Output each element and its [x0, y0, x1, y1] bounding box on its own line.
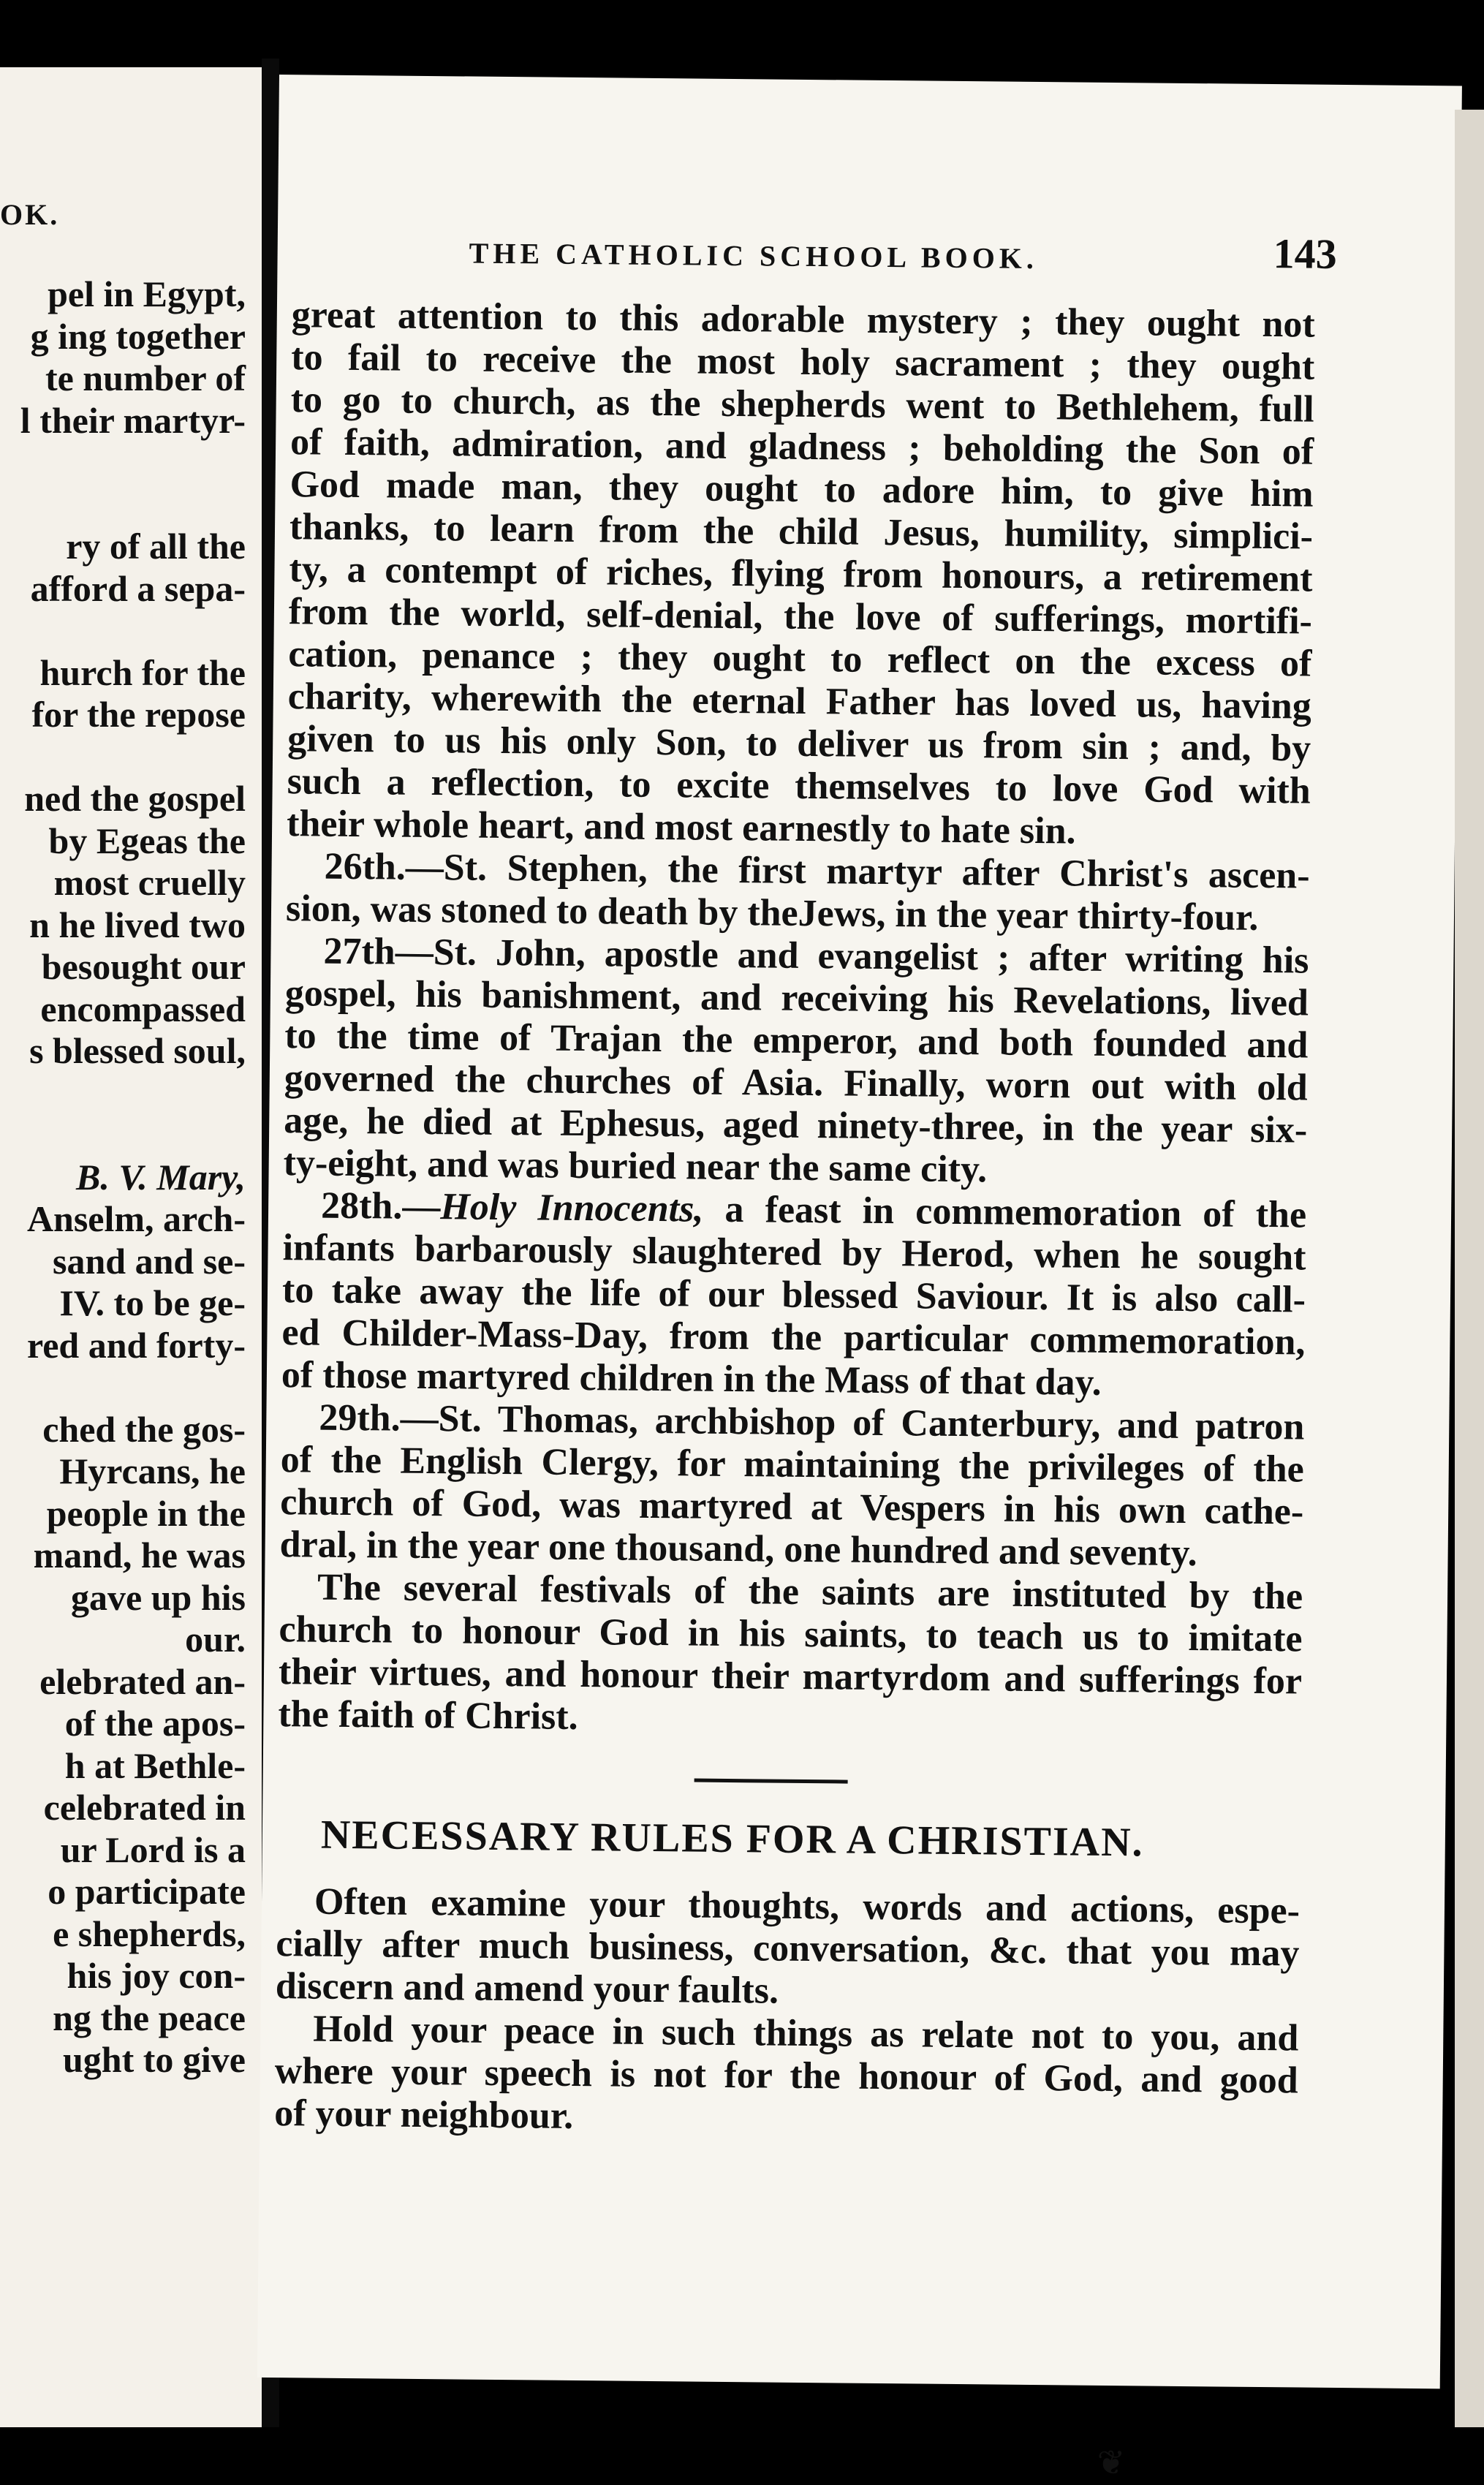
text-line: age, he died at Ephesus, aged ninety-three, in the year six- [283, 1100, 1308, 1151]
text-line: great attention to this adorable mystery ; they ought not [291, 294, 1316, 346]
text-line: The several festivals of the saints are instituted by the [317, 1566, 1303, 1618]
previous-page-line: B. V. Mary, [75, 1156, 246, 1198]
running-head [278, 219, 1389, 278]
previous-page-line [20, 736, 246, 779]
previous-page-line: hurch for the [39, 651, 246, 693]
previous-page-line: ng the peace [53, 1997, 246, 2038]
text-line: infants barbarously slaughtered by Herod, when he sought [282, 1227, 1306, 1279]
text-line: ty-eight, and was buried near the same city. [283, 1142, 988, 1191]
text-line: ed Childer-Mass-Day, from the particular commemoration, [281, 1312, 1306, 1363]
previous-page-line: IV. to be ge- [59, 1282, 246, 1323]
previous-page-line: te number of [45, 358, 246, 398]
text-line: to the time of Trajan the emperor, and both founded and [284, 1015, 1309, 1067]
text-line: Often examine your thoughts, words and actions, espe- [314, 1880, 1301, 1932]
previous-page-line: Anselm, arch- [26, 1198, 246, 1239]
text-line: sion, was stoned to death by theJews, in the year thirty-four. [285, 888, 1259, 939]
running-title: THE CATHOLIC SCHOOL BOOK. [469, 236, 1039, 275]
previous-page-line: ught to give [63, 2039, 246, 2080]
text-line: the faith of Christ. [278, 1693, 578, 1739]
text-line: to fail to receive the most holy sacrament ; they ought [291, 336, 1315, 388]
previous-page-fragment [0, 67, 262, 2427]
text-line: of faith, admiration, and gladness ; beholding the Son of [289, 421, 1314, 473]
previous-page-line [20, 1073, 246, 1115]
section-heading: NECESSARY RULES FOR A CHRISTIAN. [320, 1812, 1144, 1866]
previous-page-line: most cruelly [53, 862, 246, 903]
previous-page-line: elebrated an- [39, 1660, 246, 1702]
previous-page-line [20, 484, 246, 526]
previous-page-line: by Egeas the [48, 820, 246, 861]
text-line: to take away the life of our blessed Saviour. It is also call- [281, 1269, 1306, 1321]
text-line-rest: a feast in commemoration of the [703, 1188, 1307, 1236]
previous-page-line: of the apos- [64, 1703, 246, 1744]
text-line: ty, a contempt of riches, flying from honours, a retirement [289, 548, 1313, 600]
text-line: charity, wherewith the eternal Father has loved us, having [287, 676, 1312, 727]
text-line: governed the churches of Asia. Finally, worn out with old [284, 1057, 1309, 1109]
previous-page-line: ur Lord is a [60, 1828, 246, 1870]
text-line: their virtues, and honour their martyrdom and sufferings for [278, 1651, 1303, 1703]
previous-page-line: s blessed soul, [29, 1030, 246, 1071]
text-line: of those martyred children in the Mass of that day. [281, 1354, 1102, 1404]
rules-text [274, 1880, 1300, 2144]
text-line: cation, penance ; they ought to reflect on the excess of [288, 633, 1312, 685]
previous-page-line: red and forty- [26, 1324, 246, 1366]
previous-page-line: ned the gospel [24, 778, 246, 819]
previous-page-line: pel in Egypt, [48, 273, 246, 314]
previous-page-line: for the repose [31, 694, 246, 735]
printer-signature-mark: ❦ [1097, 2442, 1126, 2483]
text-line: Hold your peace in such things as relate not to you, and [313, 2008, 1299, 2060]
previous-page-line: besought our [41, 946, 246, 987]
text-line: gospel, his banishment, and receiving his Revelations, lived [284, 972, 1309, 1024]
body-text [278, 294, 1315, 1745]
previous-page-line [20, 1366, 246, 1409]
previous-page-running-head: OK. [0, 198, 60, 231]
previous-page-line: ched the gos- [42, 1408, 246, 1450]
previous-page-line: ry of all the [66, 526, 246, 567]
text-line: church to honour God in his saints, to teach us to imitate [279, 1608, 1303, 1660]
section-divider-rule [694, 1779, 848, 1784]
previous-page-line [20, 610, 246, 652]
previous-page-text [20, 273, 246, 2081]
text-line: of your neighbour. [273, 2092, 574, 2137]
previous-page-line: encompassed [40, 988, 246, 1029]
previous-page-line: e shepherds, [53, 1913, 246, 1954]
previous-page-line: Hyrcans, he [59, 1450, 246, 1491]
page-edge [1455, 110, 1484, 2427]
previous-page-line: celebrated in [43, 1787, 246, 1828]
text-line: where your speech is not for the honour of God, and good [274, 2050, 1298, 2102]
text-line: dral, in the year one thousand, one hundred and seventy. [279, 1524, 1197, 1575]
previous-page-line: g ing together [30, 315, 246, 357]
text-line: from the world, self-denial, the love of sufferings, mortifi- [288, 591, 1313, 643]
previous-page-line [20, 442, 246, 484]
previous-page-line: mand, he was [33, 1535, 246, 1576]
previous-page-line: o participate [48, 1871, 246, 1912]
text-line: 29th.—St. Thomas, archbishop of Canterbury, and patron [319, 1396, 1305, 1448]
text-line-lead: 28th.— [320, 1184, 441, 1228]
previous-page-line: h at Bethle- [64, 1744, 246, 1786]
previous-page-line: l their martyr- [20, 399, 246, 441]
text-line: church of God, was martyred at Vespers in his own cathe- [279, 1481, 1304, 1533]
previous-page-line: our. [185, 1619, 246, 1660]
text-line: discern and amend your faults. [275, 1965, 779, 2012]
text-line: cially after much business, conversation, &c. that you may [276, 1923, 1300, 1975]
text-line: such a reflection, to excite themselves to love God with [287, 760, 1311, 812]
previous-page-line: afford a sepa- [30, 567, 246, 609]
previous-page-line: his joy con- [67, 1955, 246, 1996]
previous-page-line [20, 1114, 246, 1157]
main-page [257, 75, 1462, 2483]
page-number: 143 [1273, 230, 1338, 278]
previous-page-line: n he lived two [29, 904, 246, 945]
text-line: God made man, they ought to adore him, to give him [289, 464, 1314, 515]
text-line: thanks, to learn from the child Jesus, humility, simplici- [289, 506, 1314, 558]
feast-name: Holy Innocents, [440, 1186, 704, 1230]
text-line: given to us his only Son, to deliver us from sin ; and, by [287, 718, 1311, 770]
previous-page-line: gave up his [71, 1576, 246, 1618]
previous-page-line: people in the [46, 1492, 246, 1534]
previous-page-line: sand and se- [53, 1240, 246, 1282]
text-line: of the English Clergy, for maintaining the privileges of the [280, 1439, 1305, 1491]
text-line: 27th—St. John, apostle and evangelist ; after writing his [323, 930, 1309, 982]
text-line: their whole heart, and most earnestly to hate sin. [286, 803, 1076, 852]
text-line: to go to church, as the shepherds went to Bethlehem, full [290, 379, 1314, 431]
text-line: 26th.—St. Stephen, the first martyr after Christ's ascen- [324, 845, 1310, 897]
